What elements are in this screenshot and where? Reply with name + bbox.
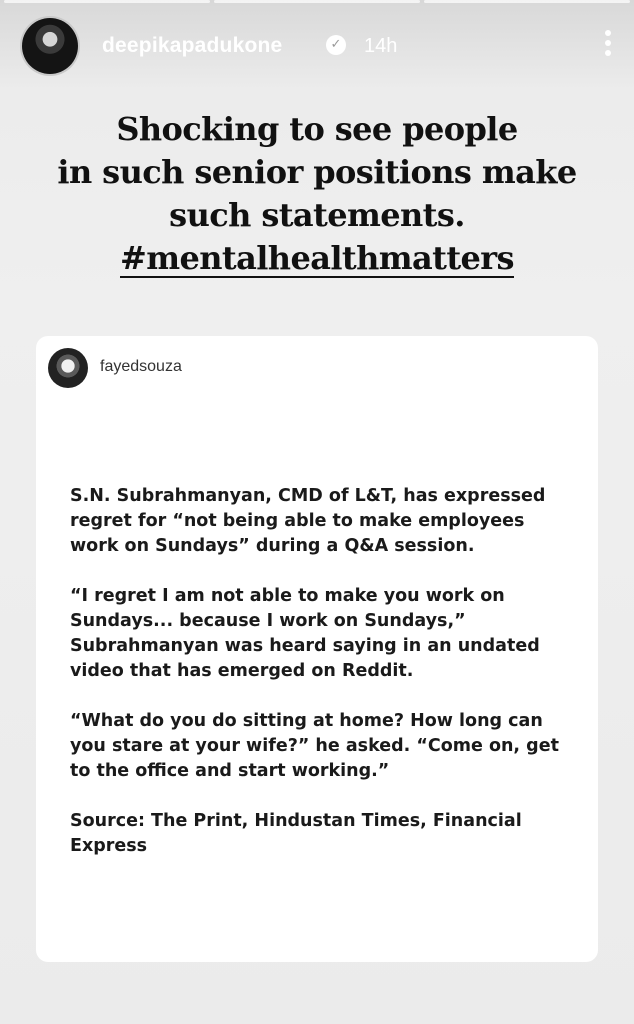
progress-segment [424,0,630,3]
headline-line: such statements. [169,196,465,234]
post-text [70,484,570,884]
story-header [22,18,612,76]
story-username[interactable]: deepikapadukone [102,34,283,57]
story-progress-bar [0,0,634,3]
progress-segment [214,0,420,3]
post-author-username[interactable]: fayedsouza [100,358,182,375]
post-source: Source: The Print, Hindustan Times, Financial Express [70,811,522,856]
verified-badge-icon: ✓ [326,35,346,55]
post-paragraph: S.N. Subrahmanyan, CMD of L&T, has expressed regret for “not being able to make employees work on Sundays” during a Q&A session. [70,486,546,556]
headline-line: in such senior positions make [57,153,577,191]
profile-avatar[interactable] [22,18,78,74]
more-vertical-icon[interactable] [604,30,612,60]
headline-line: Shocking to see people [116,110,518,148]
story-headline [20,108,614,280]
post-paragraph: “I regret I am not able to make you work on Sundays... because I work on Sundays,” Subrahmanyan was heard saying in an undated video that has emerged on Reddit. [70,586,540,681]
story-timestamp: 14h [364,35,398,57]
shared-post-card[interactable] [36,336,598,962]
progress-segment [4,0,210,3]
post-paragraph: “What do you do sitting at home? How long can you stare at your wife?” he asked. “Come on, get to the office and start working.” [70,711,559,781]
post-author-avatar[interactable] [48,348,88,388]
hashtag-link[interactable]: #mentalhealthmatters [120,239,514,277]
